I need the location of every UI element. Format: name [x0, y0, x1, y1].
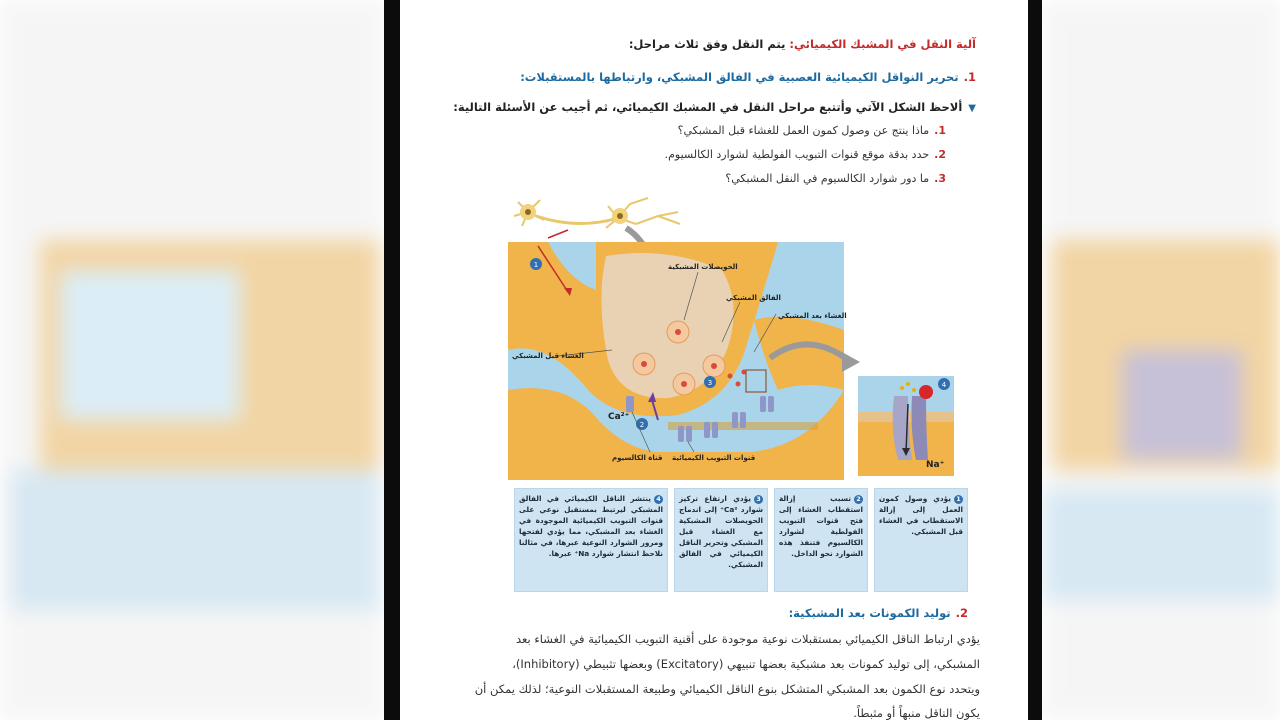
question-number: 3. [934, 172, 946, 185]
question-number: 2. [934, 148, 946, 161]
label-cleft: الفالق المشبكي [726, 294, 781, 302]
synapse-illustration [508, 190, 968, 480]
label-vesicles: الحويصلات المشبكية [668, 263, 738, 271]
paragraph-line: يكون الناقل منبهاً أو مثبطاً. [853, 706, 980, 720]
document-page [400, 0, 1028, 720]
step-number: 4 [941, 381, 947, 389]
vesicle [703, 355, 725, 377]
vesicle [633, 353, 655, 375]
letterbox-left [384, 0, 400, 720]
step-box-text: يؤدي ارتفاع تركيز شوارد Ca²⁺ إلى اندماج الحويصلات المشبكية مع الغشاء قبل المشبكي وتحرير الناقل الكيميائي في الفالق المشبكي. [679, 494, 763, 569]
synapse-diagram [508, 190, 968, 480]
blurred-background-left [0, 0, 384, 720]
question-text: حدد بدقة موقع قنوات التبويب الفولطية لشوارد الكالسيوم. [664, 148, 930, 161]
step-number: 1 [533, 261, 539, 269]
question-item [725, 172, 946, 185]
step-marker [704, 376, 716, 388]
page-heading [629, 37, 976, 51]
heading-title: آلية النقل في المشبك الكيميائي: [789, 37, 976, 51]
triangle-bullet-icon: ▼ [968, 103, 976, 114]
section-1-text: تحرير النواقل الكيميائية العصبية في الفالق المشبكي، وارتباطها بالمستقبلات: [520, 70, 959, 84]
question-text: ما دور شوارد الكالسيوم في النقل المشبكي؟ [725, 172, 930, 185]
step-box-number: 3 [754, 495, 763, 504]
section-2-number: 2. [955, 606, 968, 620]
step-box-number: 2 [854, 495, 863, 504]
blurred-background-right [1042, 0, 1280, 720]
step-box [874, 488, 968, 592]
label-calcium-ion: Ca²⁺ [608, 412, 630, 422]
paragraph-line: يؤدي ارتباط الناقل الكيميائي بمستقبلات نوعية موجودة على أقنية التبويب الكيميائية في الغشاء بعد [515, 632, 980, 646]
label-chemical-gates: قنوات التبويب الكيميائية [672, 454, 756, 462]
instruction [453, 100, 976, 114]
step-box-text: يؤدي وصول كمون العمل إلى إزالة الاستقطاب في الغشاء قبل المشبكي. [879, 494, 963, 536]
vesicle [673, 373, 695, 395]
vesicle [667, 321, 689, 343]
step-number: 2 [639, 421, 645, 429]
step-box [514, 488, 668, 592]
label-sodium-ion: Na⁺ [926, 460, 945, 470]
letterbox-right [1028, 0, 1042, 720]
step-box [774, 488, 868, 592]
label-post-membrane: الغشاء بعد المشبكي [778, 312, 847, 320]
section-1-number: 1. [963, 70, 976, 84]
paragraph-line: المشبكي، إلى توليد كمونات بعد مشبكية بعضها تنبيهي (Excitatory) وبعضها تثبيطي (Inhibitory)، [512, 657, 980, 671]
label-pre-membrane: الغشاء قبل المشبكي [512, 352, 584, 360]
step-marker [636, 418, 648, 430]
section-2-text: توليد الكمونات بعد المشبكية: [788, 606, 951, 620]
section-2-title [789, 606, 968, 620]
neuron-thumbnail [514, 198, 680, 238]
question-text: ماذا ينتج عن وصول كمون العمل للغشاء قبل المشبكي؟ [677, 124, 930, 137]
step-number: 3 [707, 379, 713, 387]
step-marker [530, 258, 542, 270]
question-number: 1. [934, 124, 946, 137]
step-box-text: ينتشر الناقل الكيميائي في الفالق المشبكي ليرتبط بمستقبل نوعي على قنوات التبويب الكيميائية الموجودة في الغشاء بعد المشبكي، مما يؤدي لفتحها ومرور الشوارد النوعية عبرها، في مثالنا نلاحظ انتشار شوارد Na⁺ عبرها. [519, 494, 663, 558]
section-1-title [520, 70, 976, 84]
step-boxes [476, 488, 968, 592]
question-item [665, 148, 946, 161]
heading-rest: يتم النقل وفق ثلاث مراحل: [628, 37, 790, 51]
step-box [674, 488, 768, 592]
instruction-text: ألاحظ الشكل الآتي وأتتبع مراحل النقل في المشبك الكيميائي، ثم أجيب عن الأسئلة التالية: [453, 100, 963, 114]
step-box-number: 1 [954, 495, 963, 504]
paragraph-line: ويتحدد نوع الكمون بعد المشبكي المتشكل بنوع الناقل الكيميائي وطبيعة المستقبلات النوعية؛ لذلك يمكن أن [474, 682, 980, 696]
step-box-text: تسبب إزالة استقطاب الغشاء إلى فتح قنوات التبويب الفولطية لشوارد الكالسيوم فتنفذ هذه الشوارد نحو الداخل. [779, 494, 863, 558]
label-calcium-channel: قناة الكالسيوم [612, 454, 663, 462]
question-item [678, 124, 946, 137]
step-box-number: 4 [654, 495, 663, 504]
